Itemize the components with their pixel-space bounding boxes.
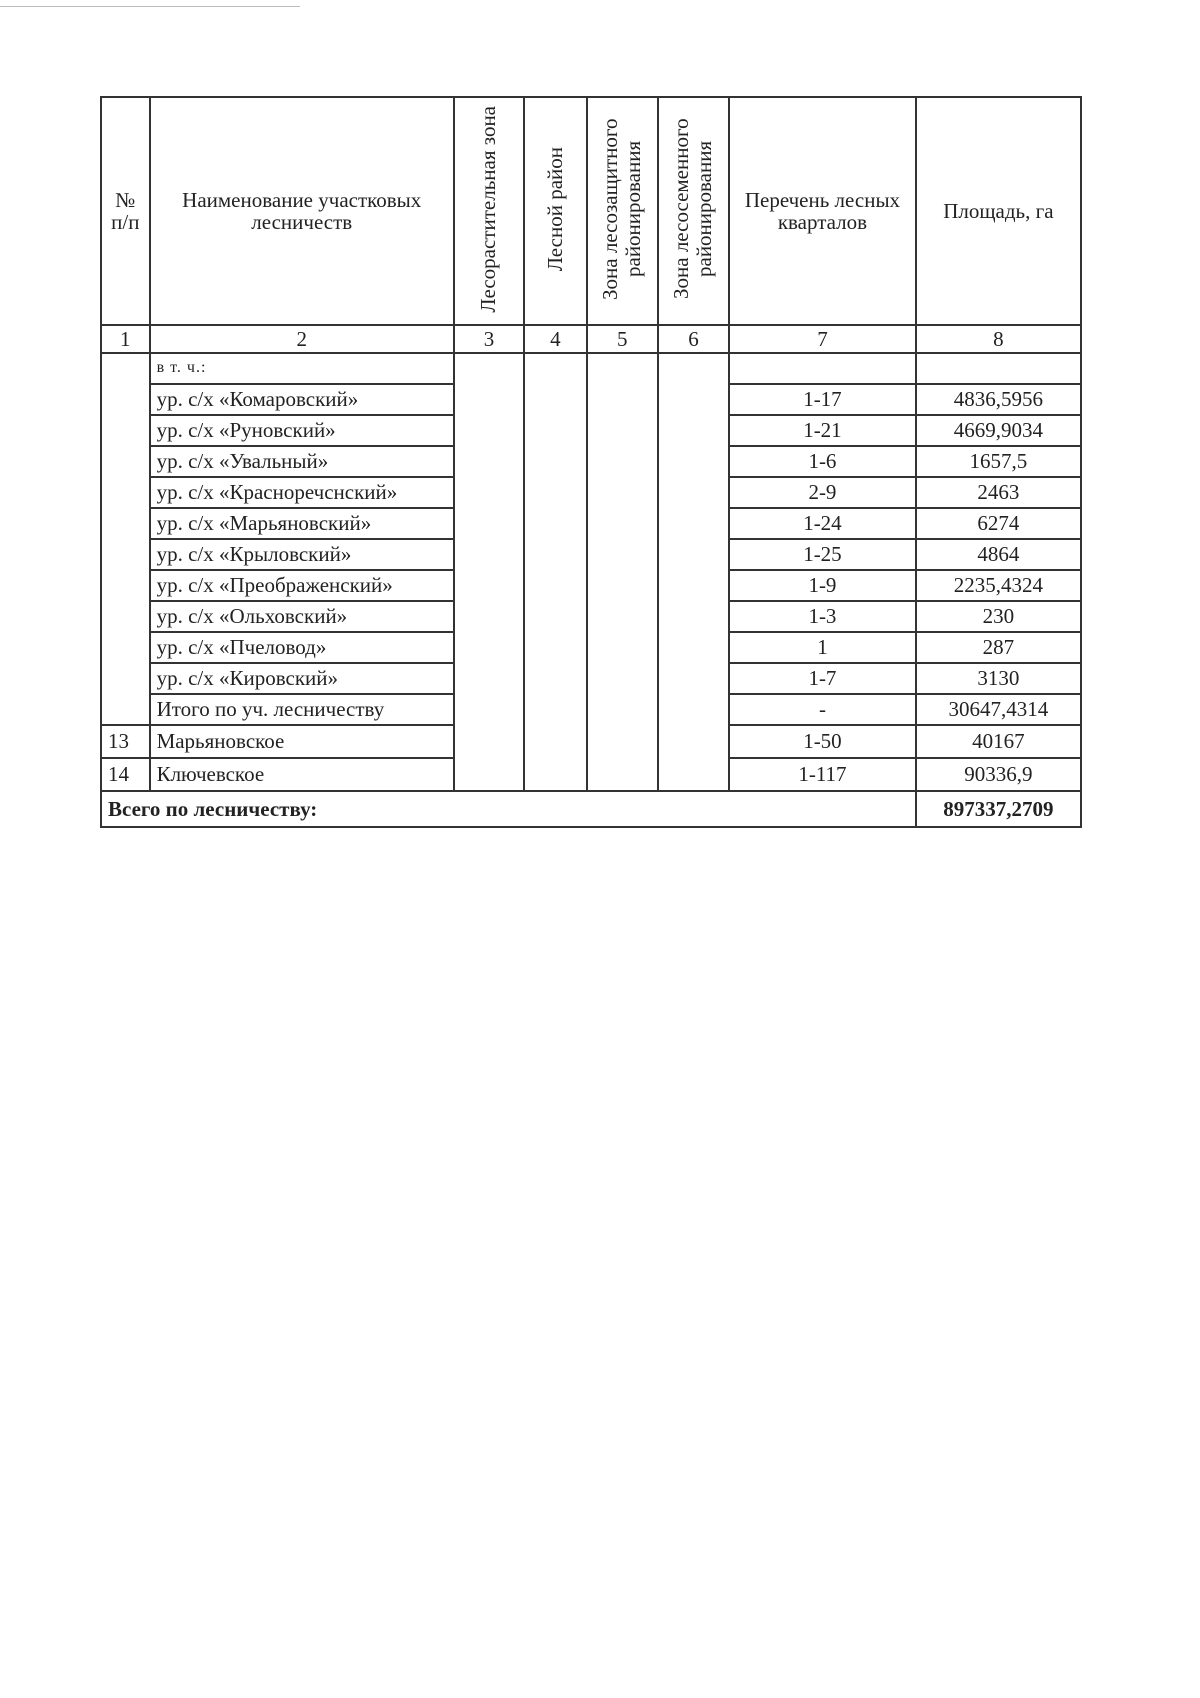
area-cell: 6274 bbox=[916, 508, 1081, 539]
col-number: 4 bbox=[524, 325, 587, 353]
name-cell: ур. с/х «Марьяновский» bbox=[150, 508, 454, 539]
name-cell: ур. с/х «Красноречснский» bbox=[150, 477, 454, 508]
total-area: 897337,2709 bbox=[916, 791, 1081, 827]
name-cell: ур. с/х «Увальный» bbox=[150, 446, 454, 477]
merged-zone-cell bbox=[454, 353, 524, 791]
column-number-row bbox=[101, 325, 1081, 353]
num-cell: 13 bbox=[101, 725, 150, 758]
quarters-cell: 1-24 bbox=[729, 508, 916, 539]
quarters-cell: 1 bbox=[729, 632, 916, 663]
name-cell: ур. с/х «Преображенский» bbox=[150, 570, 454, 601]
table-row bbox=[101, 353, 1081, 384]
quarters-cell: 1-6 bbox=[729, 446, 916, 477]
area-cell: 4836,5956 bbox=[916, 384, 1081, 415]
col-number: 1 bbox=[101, 325, 150, 353]
header-num: № п/п bbox=[101, 97, 150, 325]
header-zone: Лесорастительная зона bbox=[454, 97, 524, 325]
quarters-cell: 1-17 bbox=[729, 384, 916, 415]
col-number: 8 bbox=[916, 325, 1081, 353]
col-number: 2 bbox=[150, 325, 454, 353]
quarters-cell: 2-9 bbox=[729, 477, 916, 508]
total-row bbox=[101, 791, 1081, 827]
name-cell: ур. с/х «Пчеловод» bbox=[150, 632, 454, 663]
header-area: Площадь, га bbox=[916, 97, 1081, 325]
quarters-cell: 1-9 bbox=[729, 570, 916, 601]
name-cell: ур. с/х «Ольховский» bbox=[150, 601, 454, 632]
area-cell bbox=[916, 353, 1081, 384]
header-name: Наименование участковых лесничеств bbox=[150, 97, 454, 325]
area-cell: 40167 bbox=[916, 725, 1081, 758]
col-number: 6 bbox=[658, 325, 729, 353]
quarters-cell: 1-7 bbox=[729, 663, 916, 694]
quarters-cell: 1-117 bbox=[729, 758, 916, 791]
merged-protective-cell bbox=[587, 353, 658, 791]
name-cell: ур. с/х «Кировский» bbox=[150, 663, 454, 694]
area-cell: 3130 bbox=[916, 663, 1081, 694]
area-cell: 30647,4314 bbox=[916, 694, 1081, 725]
area-cell: 1657,5 bbox=[916, 446, 1081, 477]
area-cell: 2235,4324 bbox=[916, 570, 1081, 601]
subtitle-cell: в т. ч.: bbox=[150, 353, 454, 384]
quarters-cell: 1-50 bbox=[729, 725, 916, 758]
quarters-cell bbox=[729, 353, 916, 384]
quarters-cell: - bbox=[729, 694, 916, 725]
merged-district-cell bbox=[524, 353, 587, 791]
scan-edge-line bbox=[0, 6, 300, 7]
merged-seed-cell bbox=[658, 353, 729, 791]
header-seed: Зона лесосеменного районирования bbox=[658, 97, 729, 325]
name-cell: ур. с/х «Руновский» bbox=[150, 415, 454, 446]
col-number: 7 bbox=[729, 325, 916, 353]
area-cell: 90336,9 bbox=[916, 758, 1081, 791]
area-cell: 4864 bbox=[916, 539, 1081, 570]
quarters-cell: 1-25 bbox=[729, 539, 916, 570]
header-protective: Зона лесозащитного районирования bbox=[587, 97, 658, 325]
name-cell: Ключевское bbox=[150, 758, 454, 791]
area-cell: 2463 bbox=[916, 477, 1081, 508]
total-label: Всего по лесничеству: bbox=[101, 791, 916, 827]
name-cell: ур. с/х «Крыловский» bbox=[150, 539, 454, 570]
forestry-table bbox=[100, 96, 1082, 828]
quarters-cell: 1-3 bbox=[729, 601, 916, 632]
header-row bbox=[101, 97, 1081, 325]
area-cell: 4669,9034 bbox=[916, 415, 1081, 446]
subtotal-name-cell: Итого по уч. лесничеству bbox=[150, 694, 454, 725]
name-cell: ур. с/х «Комаровский» bbox=[150, 384, 454, 415]
merged-num-cell bbox=[101, 353, 150, 725]
num-cell: 14 bbox=[101, 758, 150, 791]
area-cell: 230 bbox=[916, 601, 1081, 632]
area-cell: 287 bbox=[916, 632, 1081, 663]
name-cell: Марьяновское bbox=[150, 725, 454, 758]
quarters-cell: 1-21 bbox=[729, 415, 916, 446]
col-number: 5 bbox=[587, 325, 658, 353]
header-district: Лесной район bbox=[524, 97, 587, 325]
header-quarters: Перечень лесных кварталов bbox=[729, 97, 916, 325]
col-number: 3 bbox=[454, 325, 524, 353]
